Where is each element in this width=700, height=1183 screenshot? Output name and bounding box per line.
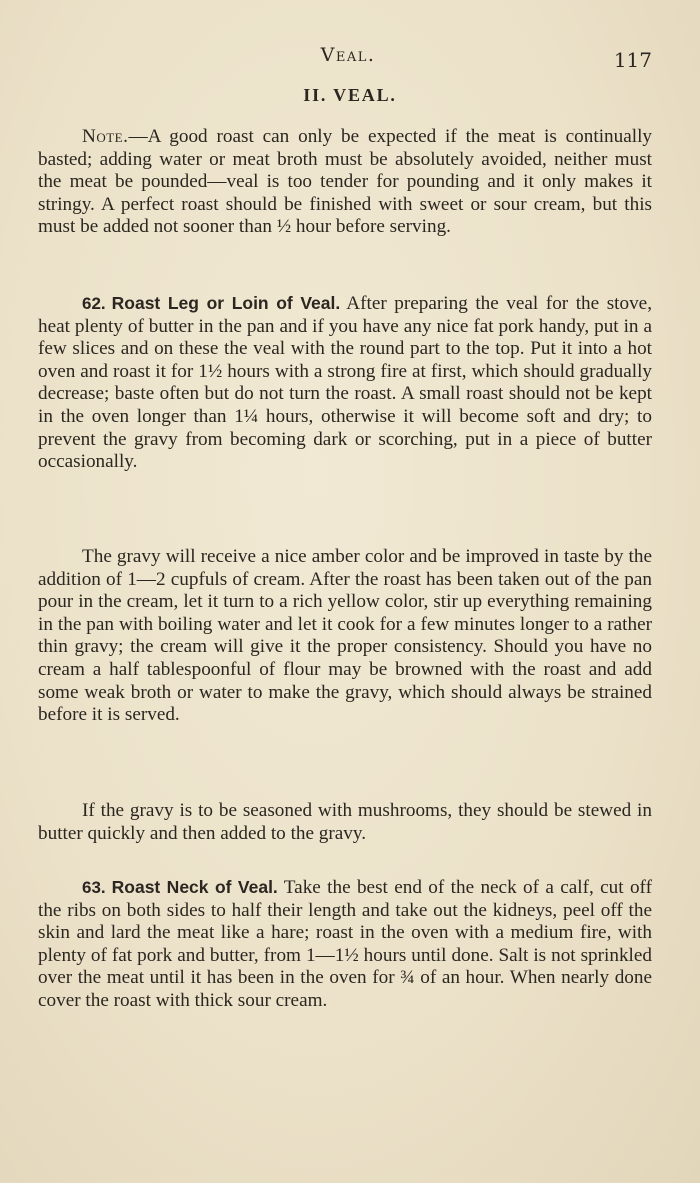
recipe-title: Roast Neck of Veal. [111, 877, 278, 897]
recipe-title: Roast Leg or Loin of Veal. [111, 293, 341, 313]
page-number: 117 [613, 48, 652, 72]
note-paragraph [38, 126, 652, 239]
recipe-paragraph: Take the best end of the neck of a calf, cut off the ribs on both sides to half their length and take out the kidneys, peel off the skin and lard the meat like a hare; roast in the oven with a medium fire, with plenty of fat pork and butter, from 1—1½ hours until done. Salt is not sprinkled over the meat until it has been in the oven for ¾ of an hour. When nearly done cover the roast with thick sour cream. [38, 877, 652, 1011]
recipe-paragraph: The gravy will receive a nice amber color and be improved in taste by the addition of 1—2 cupfuls of cream. After the roast has been taken out of the pan pour in the cream, let it turn to a rich yellow color, stir up everything remaining in the pan with boiling water and let it cook for a few minutes longer to a rather thin gravy; the cream will give it the proper consistency. Should you have no cream a half tablespoonful of flour may be browned with the roast and add some weak broth or water to make the gravy, which should always be strained before it is served. [38, 546, 652, 726]
recipe-paragraph: After preparing the veal for the stove, heat plenty of butter in the pan and if you have any nice fat pork handy, put in a few slices and on these the veal with the round part to the top. Put it into a hot oven and roast it for 1½ hours with a strong fire at first, which should gradually decrease; baste often but do not turn the roast. A small roast should not be kept in the oven longer than 1¼ hours, otherwise it will become soft and dry; to prevent the gravy from becoming dark or scorching, put in a piece of butter occasionally. [38, 293, 653, 473]
recipe-63 [38, 876, 652, 1013]
note-lead: Note. [82, 126, 129, 147]
recipe-number: 63. [82, 878, 106, 897]
section-heading: II. VEAL. [303, 85, 397, 105]
note-text: —A good roast can only be expected if the meat is continually basted; adding water or meat broth must be absolutely avoided, neither must the meat be pounded—veal is too tender for pounding and it only makes it stringy. A perfect roast should be finished with sweet or sour cream, but this must be added not sooner than ½ hour before serving. [38, 126, 652, 238]
recipe-62-mushroom-paragraph [38, 800, 652, 845]
recipe-paragraph: If the gravy is to be seasoned with mushrooms, they should be stewed in butter quickly and then added to the gravy. [38, 800, 652, 844]
recipe-62 [38, 292, 652, 474]
running-head [40, 44, 656, 74]
recipe-number: 62. [82, 294, 106, 313]
running-title: Veal. [320, 44, 376, 66]
recipe-62-gravy-paragraph [38, 546, 652, 727]
